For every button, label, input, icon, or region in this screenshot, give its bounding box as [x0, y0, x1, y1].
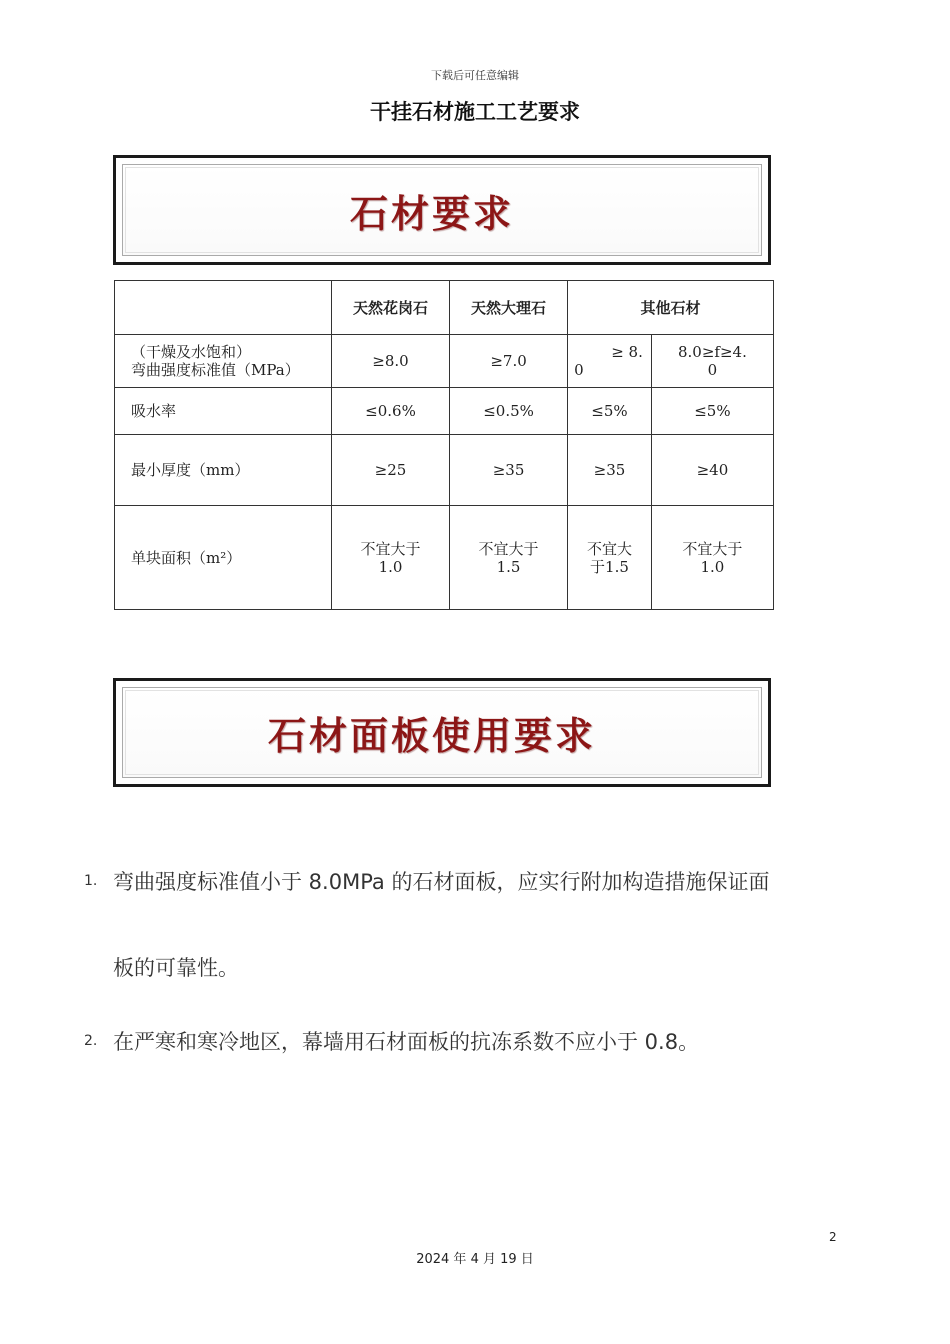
- table-cell: ≥7.0: [450, 335, 568, 388]
- table-cell: ≤5%: [651, 388, 773, 435]
- table-row: [115, 435, 774, 506]
- table-row: [115, 335, 774, 388]
- cell-line: ≥ 8.: [611, 343, 643, 361]
- cell-line: 不宜大: [586, 539, 632, 558]
- table-cell: ≥40: [651, 435, 773, 506]
- header-note: 下载后可任意编辑: [431, 69, 519, 82]
- stone-requirements-banner: [113, 155, 771, 265]
- table-cell: [651, 335, 773, 388]
- banner-frame: [122, 687, 762, 778]
- table-cell: [331, 506, 449, 610]
- list-item-text: 弯曲强度标准值小于 8.0MPa 的石材面板，应实行附加构造措施保证面: [113, 870, 770, 894]
- table-cell: [568, 506, 652, 610]
- table-header-cell: 天然花岗石: [331, 281, 449, 335]
- table-cell: ≤0.6%: [331, 388, 449, 435]
- list-item-text-continued: 板的可靠性。: [113, 956, 239, 980]
- cell-line: 于1.5: [590, 557, 629, 576]
- cell-line: 1.0: [378, 557, 403, 576]
- cell-line: 0: [574, 361, 584, 379]
- banner-heading: 石材面板使用要求: [267, 713, 596, 758]
- table-cell: ≤5%: [568, 388, 652, 435]
- cell-line: 不宜大于: [478, 539, 539, 558]
- table-row: [115, 388, 774, 435]
- row-label-line: （干燥及水饱和）: [131, 343, 252, 361]
- banner-frame: [122, 164, 762, 256]
- table-cell: ≥8.0: [331, 335, 449, 388]
- table-cell: [568, 335, 652, 388]
- table-cell: ≥35: [450, 435, 568, 506]
- table-cell: ≥35: [568, 435, 652, 506]
- cell-line: 1.0: [700, 557, 725, 576]
- cell-line: 8.0≥f≥4.: [677, 343, 747, 361]
- row-label: [115, 335, 332, 388]
- list-item-number: 2.: [84, 1033, 98, 1049]
- table-header-cell: [115, 281, 332, 335]
- table-cell: [450, 506, 568, 610]
- cell-line: 0: [707, 361, 718, 379]
- table-header-row: [115, 281, 774, 335]
- row-label-line: 弯曲强度标准值（MPa）: [131, 361, 300, 379]
- list-item-text: 在严寒和寒冷地区，幕墙用石材面板的抗冻系数不应小于 0.8。: [113, 1030, 700, 1054]
- list-item-number: 1.: [84, 873, 98, 889]
- page-number: 2: [829, 1230, 837, 1244]
- panel-usage-requirements-banner: [113, 678, 771, 787]
- document-title: 干挂石材施工工艺要求: [370, 100, 580, 124]
- row-label: 单块面积（m²）: [115, 506, 332, 610]
- table-cell: ≤0.5%: [450, 388, 568, 435]
- banner-heading: 石材要求: [349, 190, 514, 236]
- row-label: 最小厚度（mm）: [115, 435, 332, 506]
- table-header-cell: 其他石材: [568, 281, 774, 335]
- table-cell: ≥25: [331, 435, 449, 506]
- table-row: [115, 506, 774, 610]
- cell-line: 不宜大于: [682, 539, 743, 558]
- table-header-cell: 天然大理石: [450, 281, 568, 335]
- cell-line: 1.5: [496, 557, 521, 576]
- row-label: 吸水率: [115, 388, 332, 435]
- cell-line: 不宜大于: [360, 539, 421, 558]
- footer-date: 2024 年 4 月 19 日: [416, 1252, 534, 1267]
- stone-requirements-table: [114, 280, 774, 610]
- table-cell: [651, 506, 773, 610]
